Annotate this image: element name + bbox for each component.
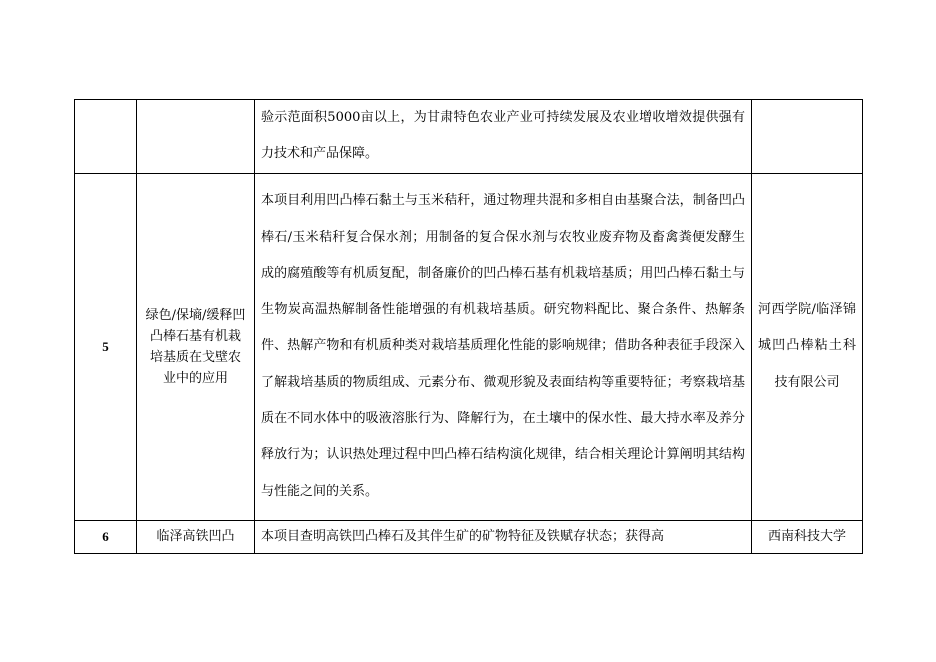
units-text: 西南科技大学 [767,528,846,544]
content-text: 本项目查明高铁凹凸棒石及其伴生矿的矿物特征及铁赋存状态；获得高 [261,528,665,544]
units-cell [752,173,863,520]
units-cell [752,100,863,174]
project-name: 绿色/保墒/缓释凹凸棒石基有机栽培基质在戈壁农业中的应用 [145,307,246,386]
content-cell [255,100,752,174]
content-cell [255,173,752,520]
project-name: 临泽高铁凹凸 [156,529,235,545]
project-name-cell [137,520,255,553]
table-row [75,173,863,520]
row-number-cell: 6 [75,520,137,553]
row-number-cell: 5 [75,173,137,520]
row-number-cell [75,100,137,174]
project-table [74,99,863,554]
table-row [75,100,863,174]
units-cell [752,520,863,553]
project-name-cell [137,100,255,174]
project-name-cell [137,173,255,520]
content-text: 本项目利用凹凸棒石黏土与玉米秸秆，通过物理共混和多相自由基聚合法，制备凹凸棒石/玉米秸秆复合保水剂；用制备的复合保水剂与农牧业废弃物及畜禽粪便发酵生成的腐殖酸等有机质复配，制备廉价的凹凸棒石基有机栽培基质；用凹凸棒石黏土与生物炭高温热解制备性能增强的有机栽培基质。研究物料配比、聚合条件、热解条件、热解产物和有机质种类对栽培基质理化性能的影响规律；借助各种表征手段深入了解栽培基质的物质组成、元素分布、微观形貌及表面结构等重要特征；考察栽培基质在不同水体中的吸液溶胀行为、降解行为，在土壤中的保水性、最大持水率及养分释放行为；认识热处理过程中凹凸棒石结构演化规律，结合相关理论计算阐明其结构与性能之间的关系。 [261,193,745,499]
table-row [75,520,863,553]
units-text: 河西学院/临泽锦城凹凸棒粘土科技有限公司 [758,302,856,390]
content-cell [255,520,752,553]
content-text: 验示范面积5000亩以上，为甘肃特色农业产业可持续发展及农业增收增效提供强有力技术和产品保障。 [261,110,745,162]
